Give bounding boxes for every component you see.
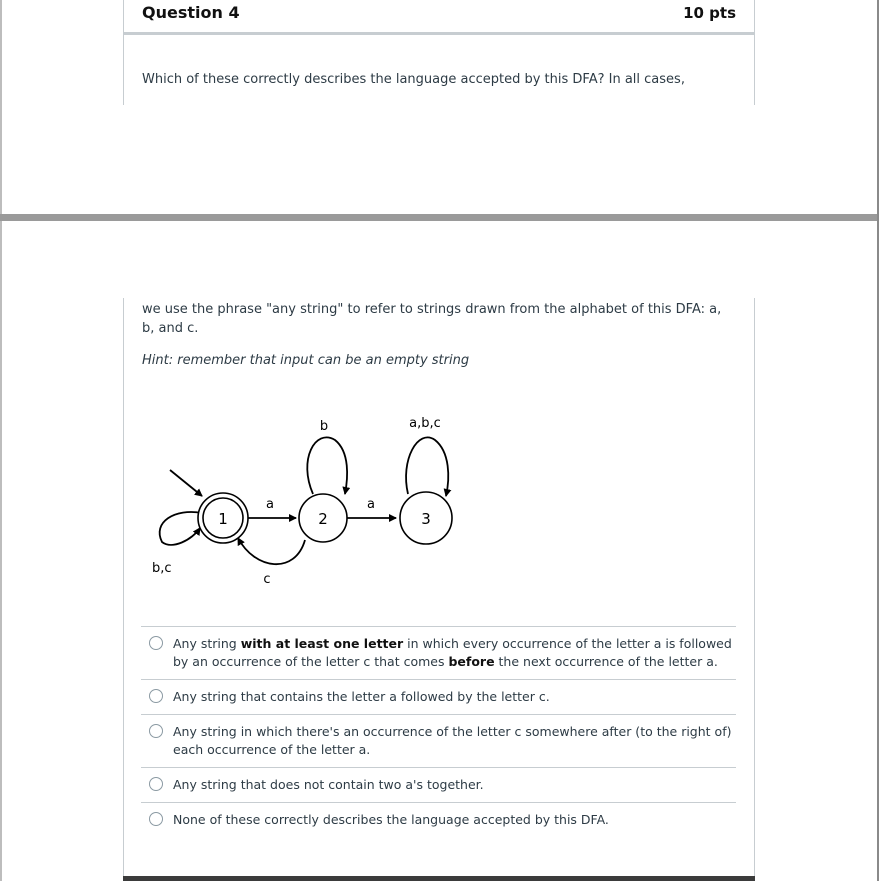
answer-text-segment: the next occurrence of the letter a. <box>494 654 718 669</box>
answer-text-segment: Any string in which there's an occurrence of the letter c somewhere after (to the right of) each occurrence of the letter a. <box>173 724 732 757</box>
page-separator <box>0 214 877 221</box>
question-body-top <box>123 35 755 105</box>
answer-text-segment: Any string <box>173 636 241 651</box>
question-text-part2: we use the phrase "any string" to refer to strings drawn from the alphabet of this DFA: a, b, and c. <box>142 302 722 336</box>
page-left-edge <box>0 221 2 881</box>
label-loop-2: b <box>319 419 329 434</box>
answer-text-segment: None of these correctly describes the language accepted by this DFA. <box>173 812 609 827</box>
loop-2 <box>307 437 347 494</box>
start-arrow <box>170 470 202 496</box>
answer-text <box>173 636 732 669</box>
state-3-label: 3 <box>421 510 431 528</box>
answer-option[interactable] <box>141 802 736 837</box>
answer-option[interactable] <box>141 679 736 714</box>
question-hint: Hint: remember that input can be an empty string <box>142 353 470 368</box>
answer-text-bold: before <box>448 654 495 669</box>
page-right-edge <box>877 0 882 881</box>
question-header <box>123 0 755 33</box>
answer-option[interactable] <box>141 714 736 767</box>
loop-1 <box>160 512 202 545</box>
answer-list <box>141 626 736 837</box>
state-2-label: 2 <box>318 510 328 528</box>
dfa-diagram <box>140 410 470 595</box>
label-edge-2-3: a <box>367 497 375 512</box>
radio-button[interactable] <box>149 724 163 738</box>
answer-text-segment: in which every occurrence of the letter a is followed by an occurrence of the letter c that comes <box>173 636 732 669</box>
answer-text-bold: with at least one letter <box>240 636 404 651</box>
answer-option[interactable] <box>141 626 736 679</box>
label-loop-3: a,b,c <box>409 416 441 431</box>
edge-2-1 <box>238 538 305 564</box>
question-title: Question 4 <box>142 3 240 22</box>
radio-button[interactable] <box>149 777 163 791</box>
answer-text <box>173 689 550 704</box>
bottom-scroll-bar <box>123 876 755 881</box>
radio-button[interactable] <box>149 812 163 826</box>
answer-text-segment: Any string that contains the letter a followed by the letter c. <box>173 689 550 704</box>
answer-option[interactable] <box>141 767 736 802</box>
loop-3 <box>406 437 448 496</box>
answer-text-segment: Any string that does not contain two a's together. <box>173 777 484 792</box>
question-text-part1: Which of these correctly describes the language accepted by this DFA? In all cases, <box>142 72 685 87</box>
question-points: 10 pts <box>683 4 736 22</box>
label-loop-1: b,c <box>152 561 172 576</box>
radio-button[interactable] <box>149 689 163 703</box>
answer-text <box>173 724 731 757</box>
label-edge-1-2: a <box>266 497 274 512</box>
radio-button[interactable] <box>149 636 163 650</box>
state-1-label: 1 <box>218 510 228 528</box>
label-edge-2-1: c <box>263 572 271 587</box>
answer-text <box>173 812 609 827</box>
answer-text <box>173 777 484 792</box>
